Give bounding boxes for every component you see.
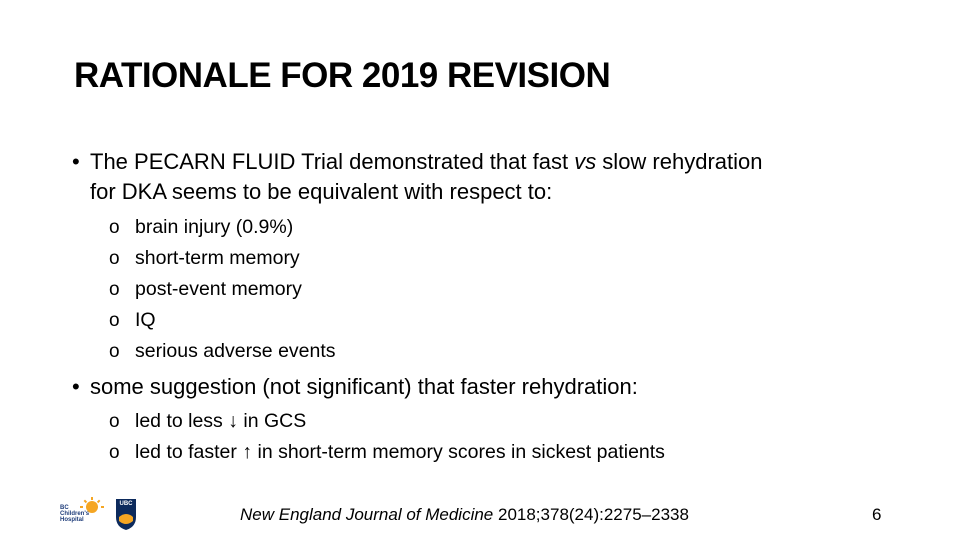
bullet-text: some suggestion (not significant) that faster rehydration:	[90, 374, 638, 399]
sub-marker: o	[109, 279, 120, 300]
bullet-pecarn-trial	[72, 147, 892, 207]
page-number: 6	[872, 505, 882, 524]
down-arrow-icon: ↓	[228, 410, 238, 432]
sub-marker: o	[109, 217, 120, 238]
slide-title: RATIONALE FOR 2019 REVISION	[74, 56, 611, 95]
citation-details: 2018;378(24):2275–2338	[493, 505, 689, 524]
list-item: o led to less ↓ in GCS	[109, 406, 665, 437]
sub-marker: o	[109, 310, 120, 331]
citation	[240, 505, 689, 525]
up-arrow-icon: ↑	[242, 441, 253, 463]
sub-marker: o	[109, 411, 120, 432]
list-item: o post-event memory	[109, 274, 336, 305]
bullet-marker: •	[72, 374, 80, 399]
bullet-text-line2: for DKA seems to be equivalent with respect to:	[90, 179, 553, 204]
sub-marker: o	[109, 341, 120, 362]
list-item: o short-term memory	[109, 243, 336, 274]
bullet-marker: •	[72, 149, 80, 174]
sub-list-outcomes	[109, 212, 336, 367]
list-item: o IQ	[109, 305, 336, 336]
list-item: o led to faster ↑ in short-term memory scores in sickest patients	[109, 437, 665, 468]
sub-marker: o	[109, 248, 120, 269]
journal-name: New England Journal of Medicine	[240, 505, 494, 524]
bullet-text: The PECARN FLUID Trial demonstrated that fast	[90, 149, 575, 174]
bc-childrens-hospital-logo	[60, 497, 110, 534]
bullet-emphasis: vs	[574, 149, 597, 174]
list-item: o brain injury (0.9%)	[109, 212, 336, 243]
bullet-faster-rehydration	[72, 372, 892, 402]
ubc-wordmark: UBC	[119, 501, 133, 507]
bc-childrens-hospital-wordmark: BC Children's Hospital	[60, 505, 90, 523]
list-item: o serious adverse events	[109, 336, 336, 367]
sub-marker: o	[109, 442, 120, 463]
ubc-logo	[114, 497, 138, 536]
sub-list-findings	[109, 406, 665, 468]
bullet-text: slow rehydration	[596, 149, 763, 174]
